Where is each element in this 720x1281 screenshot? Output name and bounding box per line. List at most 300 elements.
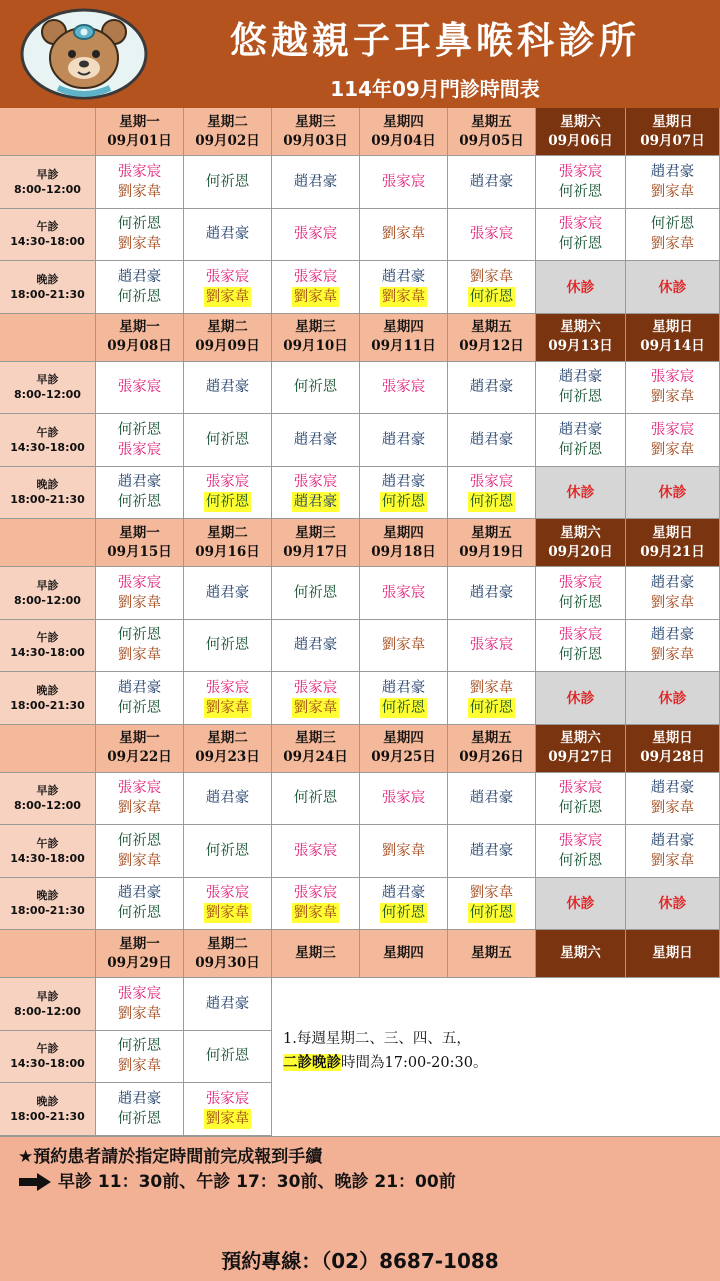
weekday-label: 星期一 — [119, 319, 160, 335]
doctor-cell — [96, 567, 184, 620]
doctor-name: 劉家韋 — [117, 647, 162, 664]
doctor-name: 劉家韋 — [293, 288, 338, 305]
doctor-name: 張家宸 — [117, 379, 162, 396]
check-in-times-text: 早診 11：30前、午診 17：30前、晚診 21：00前 — [58, 1172, 456, 1192]
doctor-name: 趙君豪 — [205, 226, 250, 243]
doctor-cell — [96, 156, 184, 209]
weekday-label: 星期二 — [207, 524, 248, 541]
slot-name: 晚診 — [36, 1094, 59, 1108]
day-header-5-7 — [626, 930, 720, 978]
weekday-label: 星期四 — [383, 319, 424, 335]
doctor-name: 何祈恩 — [558, 852, 603, 869]
slot-label-2 — [0, 825, 96, 878]
weekday-label: 星期六 — [560, 524, 601, 541]
doctor-name: 張家宸 — [117, 441, 162, 458]
doctor-cell — [184, 261, 272, 314]
doctor-name: 張家宸 — [117, 163, 162, 180]
weekday-label: 星期一 — [119, 113, 160, 130]
date-label: 09月30日 — [195, 954, 260, 971]
doctor-cell — [360, 567, 448, 620]
date-label: 09月11日 — [371, 338, 436, 354]
doctor-cell — [272, 567, 360, 620]
date-label: 09月12日 — [459, 338, 524, 354]
day-header-4-5 — [448, 725, 536, 773]
slot-time: 18:00-21:30 — [10, 287, 85, 301]
date-label: 09月16日 — [195, 543, 260, 560]
slot-time: 8:00-12:00 — [14, 182, 81, 196]
date-label: 09月03日 — [283, 132, 348, 149]
doctor-cell — [448, 620, 536, 673]
date-label: 09月27日 — [548, 749, 613, 765]
doctor-name: 張家宸 — [650, 369, 695, 386]
doctor-cell — [626, 620, 720, 673]
doctor-name: 何祈恩 — [117, 216, 162, 233]
doctor-name: 趙君豪 — [558, 369, 603, 386]
date-label: 09月04日 — [371, 132, 436, 149]
doctor-cell — [536, 209, 626, 262]
doctor-name: 趙君豪 — [469, 379, 514, 396]
doctor-name: 張家宸 — [205, 885, 250, 902]
doctor-cell — [360, 620, 448, 673]
doctor-name: 趙君豪 — [381, 431, 426, 448]
doctor-cell — [272, 773, 360, 826]
date-label: 09月20日 — [548, 543, 613, 560]
weekday-label: 星期三 — [295, 113, 336, 130]
slot-name: 早診 — [36, 784, 59, 798]
doctor-cell — [448, 414, 536, 467]
day-header-2-4 — [360, 314, 448, 362]
doctor-name: 張家宸 — [293, 842, 338, 859]
doctor-name: 張家宸 — [205, 268, 250, 285]
doctor-cell — [184, 362, 272, 415]
doctor-name: 何祈恩 — [205, 494, 250, 511]
doctor-name: 趙君豪 — [205, 379, 250, 396]
slot-label-3 — [0, 1083, 96, 1136]
slot-label-3 — [0, 261, 96, 314]
day-header-5-2 — [184, 930, 272, 978]
doctor-name: 趙君豪 — [117, 885, 162, 902]
doctor-cell — [448, 467, 536, 520]
doctor-cell — [272, 156, 360, 209]
closed-cell — [626, 672, 720, 725]
doctor-cell — [96, 1083, 184, 1136]
closed-label: 休診 — [566, 896, 595, 913]
doctor-name: 何祈恩 — [117, 905, 162, 922]
weekday-label: 星期日 — [652, 945, 693, 961]
doctor-name: 劉家韋 — [117, 236, 162, 253]
check-in-reminder: ★預約患者請於指定時間前完成報到手續 — [18, 1147, 323, 1167]
doctor-name: 劉家韋 — [381, 288, 426, 305]
doctor-name: 張家宸 — [469, 637, 514, 654]
day-header-5-3 — [272, 930, 360, 978]
doctor-cell — [448, 825, 536, 878]
slot-name: 早診 — [36, 373, 59, 387]
day-header-1-5 — [448, 108, 536, 156]
doctor-name: 趙君豪 — [381, 268, 426, 285]
day-header-4-6 — [536, 725, 626, 773]
doctor-name: 劉家韋 — [117, 852, 162, 869]
date-label: 09月28日 — [640, 749, 705, 765]
weekday-label: 星期一 — [119, 730, 160, 746]
slot-name: 晚診 — [36, 683, 59, 697]
closed-cell — [626, 261, 720, 314]
slot-label-1 — [0, 567, 96, 620]
doctor-cell — [448, 878, 536, 931]
slot-label-1 — [0, 773, 96, 826]
doctor-name: 劉家韋 — [650, 236, 695, 253]
doctor-name: 何祈恩 — [117, 494, 162, 511]
doctor-cell — [448, 156, 536, 209]
doctor-cell — [536, 414, 626, 467]
doctor-cell — [272, 209, 360, 262]
day-header-1-2 — [184, 108, 272, 156]
doctor-name: 劉家韋 — [117, 1005, 162, 1022]
doctor-name: 張家宸 — [469, 226, 514, 243]
doctor-cell — [360, 414, 448, 467]
doctor-name: 何祈恩 — [558, 236, 603, 253]
day-header-2-6 — [536, 314, 626, 362]
doctor-cell — [360, 209, 448, 262]
doctor-cell — [96, 978, 184, 1031]
doctor-cell — [96, 672, 184, 725]
closed-label: 休診 — [658, 896, 687, 913]
slot-name: 早診 — [36, 578, 59, 592]
slot-time: 8:00-12:00 — [14, 388, 81, 402]
doctor-name: 何祈恩 — [117, 1110, 162, 1127]
doctor-name: 趙君豪 — [117, 679, 162, 696]
doctor-cell — [184, 672, 272, 725]
doctor-name: 何祈恩 — [205, 1048, 250, 1065]
slot-time: 14:30-18:00 — [10, 646, 85, 660]
doctor-cell — [184, 978, 272, 1031]
doctor-name: 張家宸 — [469, 474, 514, 491]
doctor-cell — [96, 362, 184, 415]
closed-label: 休診 — [566, 279, 595, 296]
slot-name: 早診 — [36, 167, 59, 181]
date-label: 09月01日 — [107, 132, 172, 149]
closed-cell — [536, 672, 626, 725]
doctor-cell — [184, 209, 272, 262]
doctor-cell — [184, 620, 272, 673]
weekday-label: 星期五 — [471, 319, 512, 335]
weekday-label: 星期日 — [652, 524, 693, 541]
doctor-name: 趙君豪 — [117, 474, 162, 491]
slot-name: 午診 — [36, 425, 59, 439]
day-header-4-7 — [626, 725, 720, 773]
doctor-cell — [96, 414, 184, 467]
doctor-cell — [626, 773, 720, 826]
weekday-label: 星期二 — [207, 935, 248, 952]
doctor-name: 何祈恩 — [469, 494, 514, 511]
doctor-name: 趙君豪 — [293, 431, 338, 448]
weekday-label: 星期二 — [207, 113, 248, 130]
doctor-cell — [184, 1083, 272, 1136]
doctor-name: 何祈恩 — [381, 699, 426, 716]
doctor-name: 趙君豪 — [117, 1090, 162, 1107]
slot-time: 18:00-21:30 — [10, 698, 85, 712]
date-label: 09月06日 — [548, 132, 613, 149]
day-header-1-3 — [272, 108, 360, 156]
slot-label-2 — [0, 1031, 96, 1084]
doctor-name: 何祈恩 — [293, 584, 338, 601]
slot-name: 午診 — [36, 631, 59, 645]
slot-time: 14:30-18:00 — [10, 851, 85, 865]
header-corner-cell — [0, 519, 96, 567]
weekday-label: 星期五 — [471, 730, 512, 746]
doctor-cell — [536, 156, 626, 209]
slot-time: 18:00-21:30 — [10, 1109, 85, 1123]
slot-label-3 — [0, 878, 96, 931]
doctor-name: 劉家韋 — [117, 594, 162, 611]
doctor-name: 劉家韋 — [117, 800, 162, 817]
doctor-cell — [184, 1031, 272, 1084]
doctor-cell — [184, 467, 272, 520]
date-label: 09月13日 — [548, 338, 613, 354]
closed-cell — [536, 878, 626, 931]
date-label: 09月24日 — [283, 749, 348, 765]
doctor-cell — [626, 825, 720, 878]
date-label: 09月08日 — [107, 338, 172, 354]
day-header-1-1 — [96, 108, 184, 156]
doctor-name: 張家宸 — [381, 173, 426, 190]
doctor-name: 劉家韋 — [117, 1058, 162, 1075]
doctor-name: 何祈恩 — [205, 842, 250, 859]
doctor-name: 何祈恩 — [205, 173, 250, 190]
weekday-label: 星期六 — [560, 113, 601, 130]
day-header-2-2 — [184, 314, 272, 362]
booking-phone: 預約專線：（02）8687-1088 — [221, 1249, 499, 1273]
doctor-cell — [448, 261, 536, 314]
doctor-cell — [272, 467, 360, 520]
doctor-name: 趙君豪 — [558, 421, 603, 438]
header-corner-cell — [0, 930, 96, 978]
doctor-cell — [96, 209, 184, 262]
check-in-times — [18, 1170, 456, 1194]
doctor-cell — [360, 878, 448, 931]
slot-time: 18:00-21:30 — [10, 493, 85, 507]
doctor-cell — [184, 878, 272, 931]
slot-name: 午診 — [36, 836, 59, 850]
doctor-name: 何祈恩 — [117, 421, 162, 438]
date-label: 09月02日 — [195, 132, 260, 149]
doctor-cell — [360, 773, 448, 826]
doctor-name: 劉家韋 — [469, 885, 514, 902]
day-header-5-6 — [536, 930, 626, 978]
weekday-label: 星期日 — [652, 319, 693, 335]
doctor-name: 張家宸 — [381, 379, 426, 396]
slot-time: 8:00-12:00 — [14, 593, 81, 607]
doctor-name: 張家宸 — [293, 474, 338, 491]
doctor-cell — [536, 620, 626, 673]
doctor-name: 何祈恩 — [558, 441, 603, 458]
note-line-2 — [283, 1051, 713, 1075]
header-corner-cell — [0, 314, 96, 362]
doctor-name: 張家宸 — [293, 885, 338, 902]
doctor-name: 張家宸 — [381, 584, 426, 601]
closed-cell — [626, 467, 720, 520]
doctor-cell — [536, 567, 626, 620]
slot-time: 14:30-18:00 — [10, 235, 85, 249]
doctor-name: 何祈恩 — [381, 905, 426, 922]
slot-name: 晚診 — [36, 889, 59, 903]
weekday-label: 星期三 — [295, 524, 336, 541]
day-header-1-7 — [626, 108, 720, 156]
slot-label-3 — [0, 672, 96, 725]
date-label: 09月10日 — [283, 338, 348, 354]
note-line-1: 1.每週星期二、三、四、五， — [283, 1031, 471, 1047]
doctor-cell — [96, 825, 184, 878]
day-header-3-4 — [360, 519, 448, 567]
doctor-name: 劉家韋 — [293, 699, 338, 716]
clinic-title: 悠越親子耳鼻喉科診所 — [230, 18, 640, 62]
doctor-cell — [360, 261, 448, 314]
doctor-name: 趙君豪 — [650, 832, 695, 849]
doctor-name: 何祈恩 — [469, 288, 514, 305]
doctor-name: 何祈恩 — [558, 800, 603, 817]
slot-label-1 — [0, 362, 96, 415]
doctor-cell — [448, 362, 536, 415]
slot-time: 8:00-12:00 — [14, 1004, 81, 1018]
doctor-name: 劉家韋 — [469, 679, 514, 696]
doctor-cell — [96, 261, 184, 314]
weekday-label: 星期五 — [471, 945, 512, 961]
date-label: 09月17日 — [283, 543, 348, 560]
slot-name: 晚診 — [36, 478, 59, 492]
weekday-label: 星期二 — [207, 730, 248, 746]
doctor-name: 張家宸 — [558, 832, 603, 849]
doctor-name: 何祈恩 — [117, 1038, 162, 1055]
doctor-name: 趙君豪 — [381, 474, 426, 491]
doctor-name: 何祈恩 — [117, 627, 162, 644]
closed-cell — [536, 467, 626, 520]
doctor-cell — [448, 773, 536, 826]
doctor-name: 何祈恩 — [558, 183, 603, 200]
day-header-5-1 — [96, 930, 184, 978]
doctor-name: 張家宸 — [558, 216, 603, 233]
doctor-name: 何祈恩 — [117, 832, 162, 849]
doctor-cell — [272, 878, 360, 931]
closed-label: 休診 — [658, 690, 687, 707]
slot-label-2 — [0, 620, 96, 673]
day-header-2-5 — [448, 314, 536, 362]
date-label: 09月15日 — [107, 543, 172, 560]
doctor-cell — [360, 156, 448, 209]
doctor-name: 張家宸 — [293, 226, 338, 243]
weekday-label: 星期六 — [560, 945, 601, 961]
doctor-cell — [360, 467, 448, 520]
doctor-name: 劉家韋 — [469, 268, 514, 285]
doctor-name: 張家宸 — [381, 790, 426, 807]
doctor-name: 何祈恩 — [205, 637, 250, 654]
doctor-cell — [272, 362, 360, 415]
doctor-name: 劉家韋 — [650, 183, 695, 200]
slot-time: 14:30-18:00 — [10, 1057, 85, 1071]
slot-name: 午診 — [36, 220, 59, 234]
doctor-name: 劉家韋 — [205, 905, 250, 922]
doctor-cell — [272, 620, 360, 673]
closed-label: 休診 — [566, 690, 595, 707]
doctor-cell — [96, 773, 184, 826]
doctor-cell — [184, 414, 272, 467]
doctor-name: 張家宸 — [117, 985, 162, 1002]
doctor-name: 張家宸 — [558, 780, 603, 797]
doctor-name: 趙君豪 — [469, 584, 514, 601]
day-header-5-5 — [448, 930, 536, 978]
doctor-name: 劉家韋 — [205, 1110, 250, 1127]
slot-label-3 — [0, 467, 96, 520]
doctor-name: 劉家韋 — [650, 852, 695, 869]
closed-label: 休診 — [566, 485, 595, 502]
slot-name: 午診 — [36, 1042, 59, 1056]
closed-cell — [536, 261, 626, 314]
doctor-cell — [272, 414, 360, 467]
doctor-name: 趙君豪 — [293, 494, 338, 511]
date-label: 09月05日 — [459, 132, 524, 149]
date-label: 09月23日 — [195, 749, 260, 765]
day-header-1-6 — [536, 108, 626, 156]
doctor-name: 張家宸 — [558, 627, 603, 644]
doctor-name: 趙君豪 — [650, 163, 695, 180]
doctor-name: 張家宸 — [293, 268, 338, 285]
weekday-label: 星期日 — [652, 730, 693, 746]
slot-time: 18:00-21:30 — [10, 904, 85, 918]
doctor-name: 劉家韋 — [650, 441, 695, 458]
weekday-label: 星期四 — [383, 730, 424, 746]
date-label: 09月19日 — [459, 543, 524, 560]
doctor-name: 何祈恩 — [650, 216, 695, 233]
doctor-name: 趙君豪 — [293, 637, 338, 654]
slot-label-1 — [0, 978, 96, 1031]
doctor-cell — [626, 156, 720, 209]
day-header-3-7 — [626, 519, 720, 567]
doctor-cell — [96, 467, 184, 520]
date-label: 09月21日 — [640, 543, 705, 560]
day-header-4-3 — [272, 725, 360, 773]
doctor-cell — [536, 362, 626, 415]
doctor-name: 張家宸 — [558, 163, 603, 180]
day-header-2-7 — [626, 314, 720, 362]
doctor-cell — [184, 773, 272, 826]
doctor-name: 何祈恩 — [293, 379, 338, 396]
doctor-name: 何祈恩 — [469, 905, 514, 922]
doctor-cell — [626, 209, 720, 262]
doctor-name: 張家宸 — [205, 474, 250, 491]
doctor-name: 何祈恩 — [293, 790, 338, 807]
slot-time: 14:30-18:00 — [10, 440, 85, 454]
weekday-label: 星期六 — [560, 730, 601, 746]
day-header-4-4 — [360, 725, 448, 773]
doctor-name: 趙君豪 — [293, 173, 338, 190]
day-header-4-2 — [184, 725, 272, 773]
slot-label-2 — [0, 209, 96, 262]
doctor-name: 趙君豪 — [117, 268, 162, 285]
doctor-cell — [360, 672, 448, 725]
doctor-cell — [626, 362, 720, 415]
doctor-name: 趙君豪 — [469, 173, 514, 190]
weekday-label: 星期四 — [383, 524, 424, 541]
date-label: 09月22日 — [107, 749, 172, 765]
slot-time: 8:00-12:00 — [14, 799, 81, 813]
day-header-4-1 — [96, 725, 184, 773]
doctor-name: 何祈恩 — [117, 288, 162, 305]
weekday-label: 星期三 — [295, 319, 336, 335]
doctor-name: 何祈恩 — [558, 594, 603, 611]
doctor-name: 張家宸 — [650, 421, 695, 438]
doctor-cell — [96, 878, 184, 931]
right-arrow-icon — [18, 1172, 52, 1192]
doctor-name: 劉家韋 — [650, 800, 695, 817]
doctor-name: 張家宸 — [117, 574, 162, 591]
